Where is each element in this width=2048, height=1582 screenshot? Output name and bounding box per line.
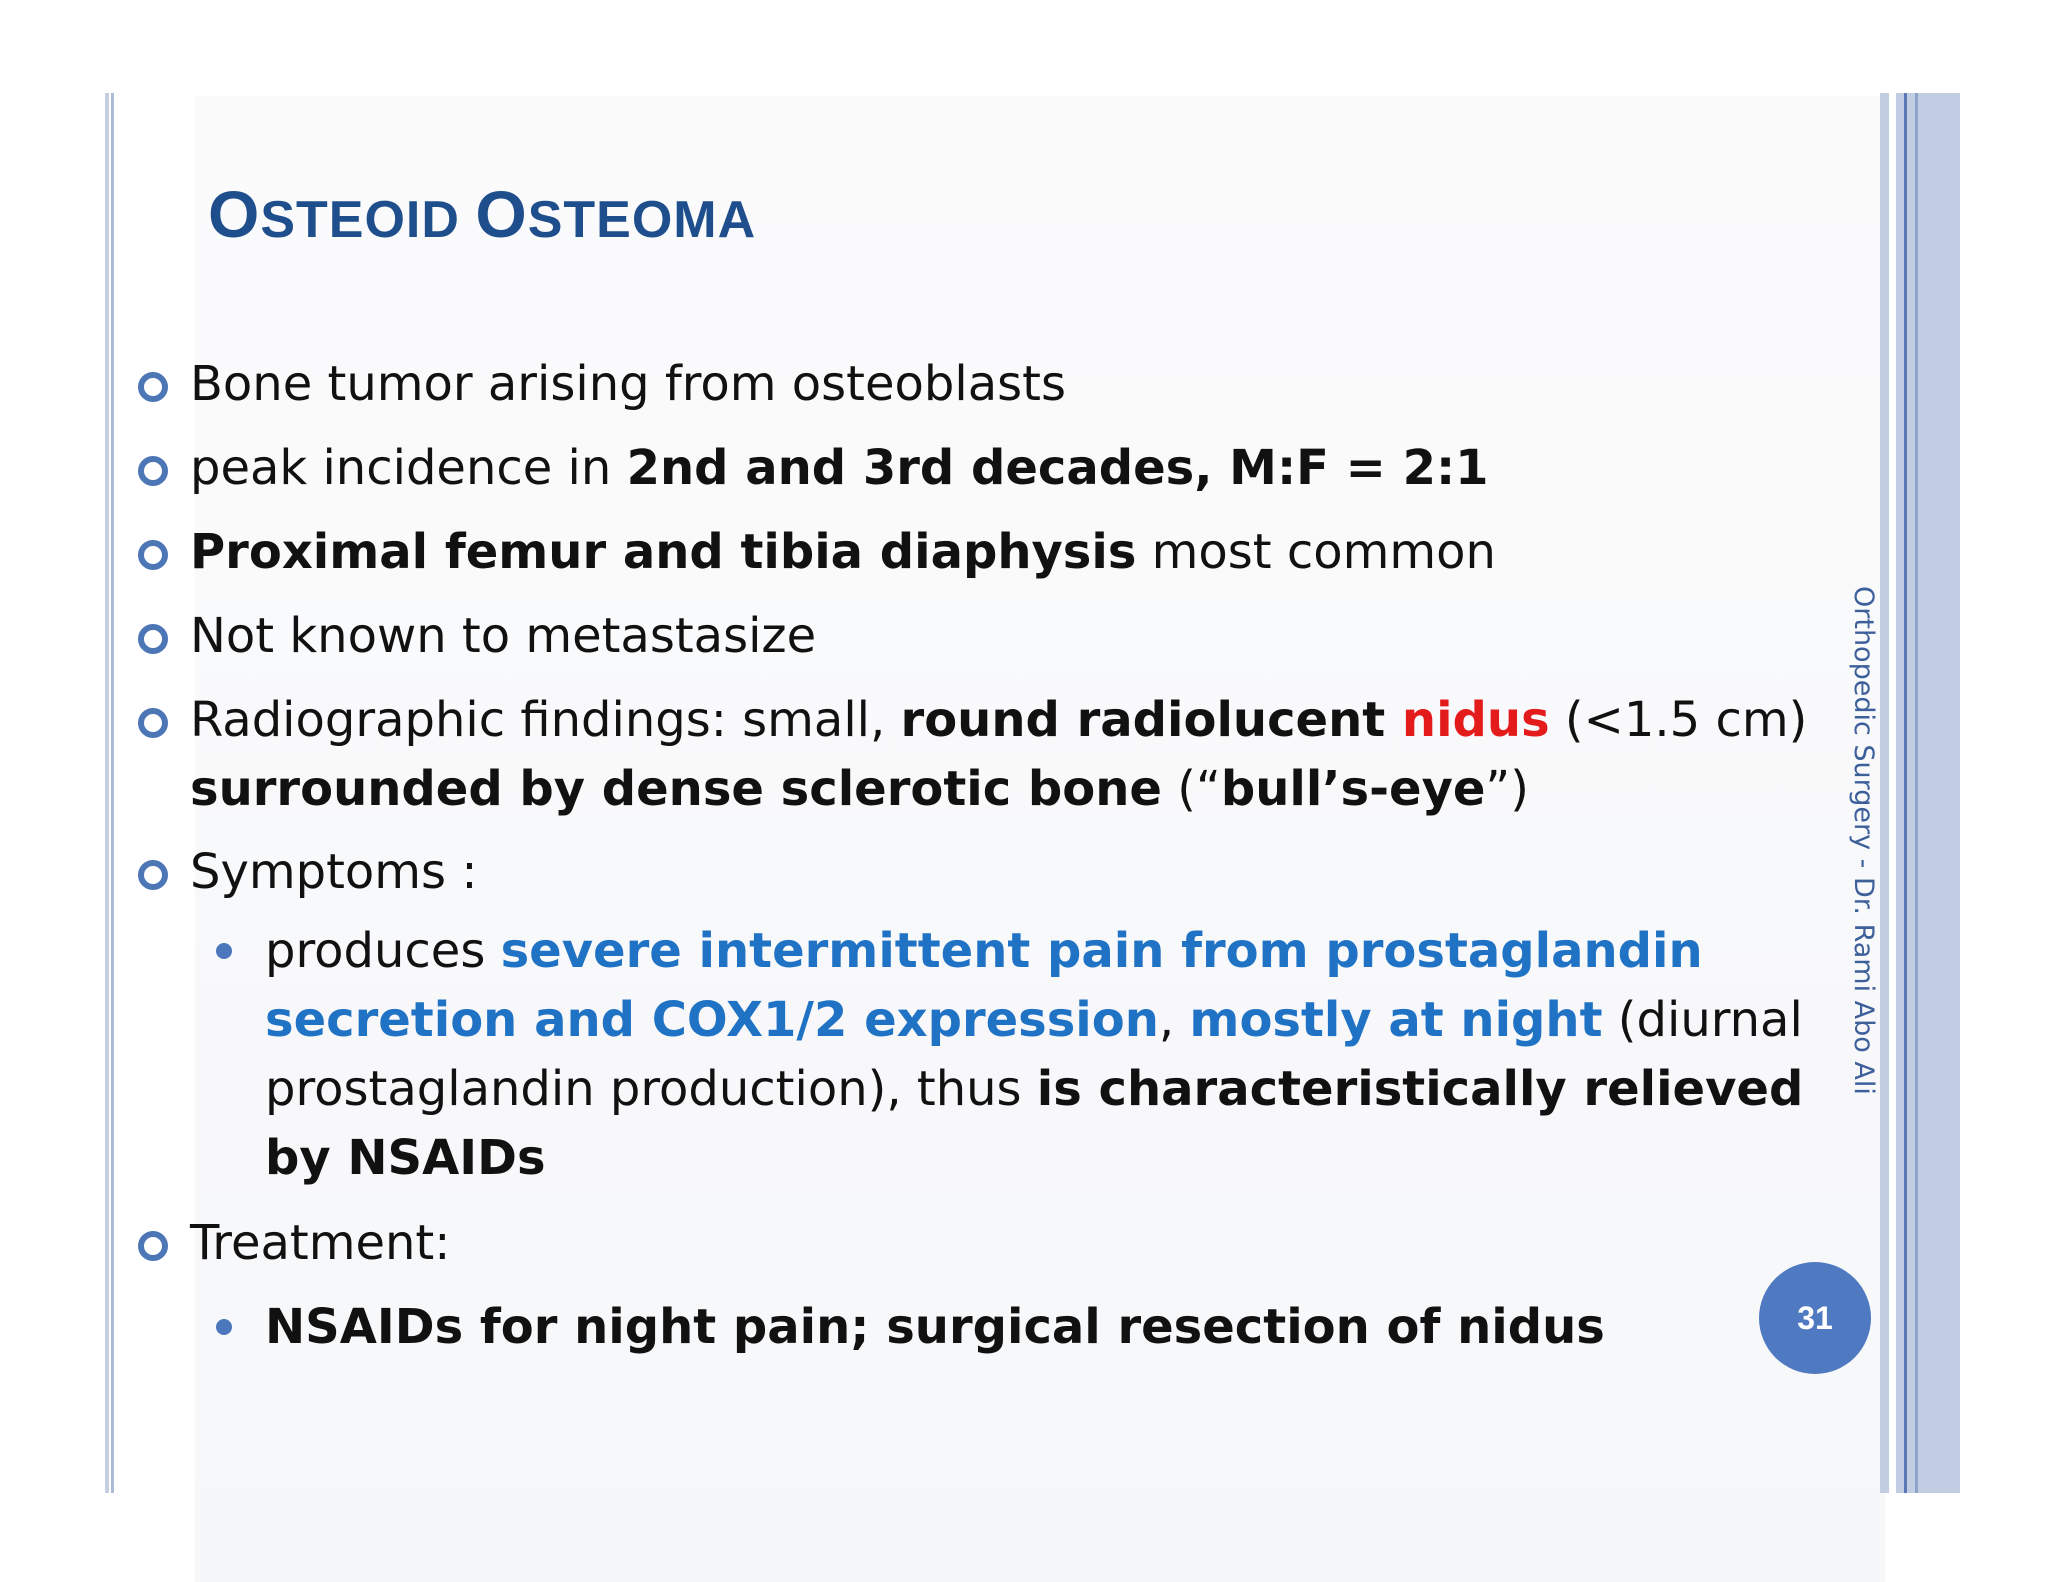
bullet-line bbox=[190, 1209, 450, 1277]
bullet-text: (<1.5 cm) bbox=[1549, 692, 1808, 748]
bullet-text: Proximal femur and tibia diaphysis bbox=[190, 524, 1137, 580]
bullet-line bbox=[190, 838, 477, 906]
bullet-text: Not known to metastasize bbox=[190, 608, 817, 664]
sub-bullet-line bbox=[265, 917, 1703, 985]
bullet-dot-icon bbox=[216, 1319, 232, 1335]
bullet-dot-icon bbox=[216, 943, 232, 959]
bullet-text: produces bbox=[265, 923, 501, 979]
bullet-text: prostaglandin production), thus bbox=[265, 1061, 1037, 1117]
bullet-text: by NSAIDs bbox=[265, 1130, 546, 1186]
sub-bullet-line bbox=[265, 1055, 1803, 1123]
bullet-ring-icon bbox=[138, 456, 168, 486]
bullet-text: most common bbox=[1136, 524, 1496, 580]
sub-bullet-line bbox=[265, 986, 1803, 1054]
bullet-ring-icon bbox=[138, 540, 168, 570]
bullet-text: ”) bbox=[1485, 761, 1529, 817]
sub-bullet-line bbox=[265, 1293, 1605, 1361]
bullet-text: bull’s-eye bbox=[1220, 761, 1486, 817]
bullet-line bbox=[190, 434, 1489, 502]
bullet-text: secretion and COX1/2 expression bbox=[265, 992, 1159, 1048]
bullet-line bbox=[190, 518, 1496, 586]
bullet-line bbox=[190, 602, 816, 670]
bullet-text: severe intermittent pain from prostaglandin bbox=[500, 923, 1703, 979]
title-part: STEOID bbox=[260, 191, 476, 249]
bullet-line bbox=[190, 686, 1807, 754]
bullet-text: round radiolucent bbox=[900, 692, 1402, 748]
bullet-text: Bone tumor arising from osteoblasts bbox=[190, 356, 1066, 412]
bullet-text: NSAIDs for night pain; surgical resection of nidus bbox=[265, 1299, 1605, 1355]
bullet-line bbox=[190, 755, 1529, 823]
bullet-line bbox=[190, 350, 1066, 418]
bullet-ring-icon bbox=[138, 624, 168, 654]
title-part: STEOMA bbox=[527, 191, 757, 249]
bullet-text: mostly at night bbox=[1189, 992, 1603, 1048]
bullet-text: is characteristically relieved bbox=[1036, 1061, 1804, 1117]
bullet-text: nidus bbox=[1401, 692, 1550, 748]
bullet-text: (“ bbox=[1161, 761, 1221, 817]
bullet-text: Symptoms : bbox=[190, 844, 478, 900]
bullet-ring-icon bbox=[138, 708, 168, 738]
footer-author: Orthopedic Surgery - Dr. Rami Abo Ali bbox=[1848, 586, 1879, 1095]
bullet-text: Radiographic findings: small, bbox=[190, 692, 901, 748]
page-number-badge: 31 bbox=[1759, 1262, 1871, 1374]
sub-bullet-line bbox=[265, 1124, 546, 1192]
bullet-ring-icon bbox=[138, 1231, 168, 1261]
bullet-text: peak incidence in bbox=[190, 440, 627, 496]
bullet-ring-icon bbox=[138, 860, 168, 890]
title-part: O bbox=[475, 177, 528, 251]
bullet-text: , bbox=[1158, 992, 1190, 1048]
bullet-text: 2nd and 3rd decades, M:F = 2:1 bbox=[626, 440, 1489, 496]
bullet-ring-icon bbox=[138, 372, 168, 402]
bullet-text: surrounded by dense sclerotic bone bbox=[190, 761, 1162, 817]
title-part: O bbox=[208, 177, 261, 251]
bullet-text: Treatment: bbox=[190, 1215, 451, 1271]
bullet-text: (diurnal bbox=[1602, 992, 1803, 1048]
